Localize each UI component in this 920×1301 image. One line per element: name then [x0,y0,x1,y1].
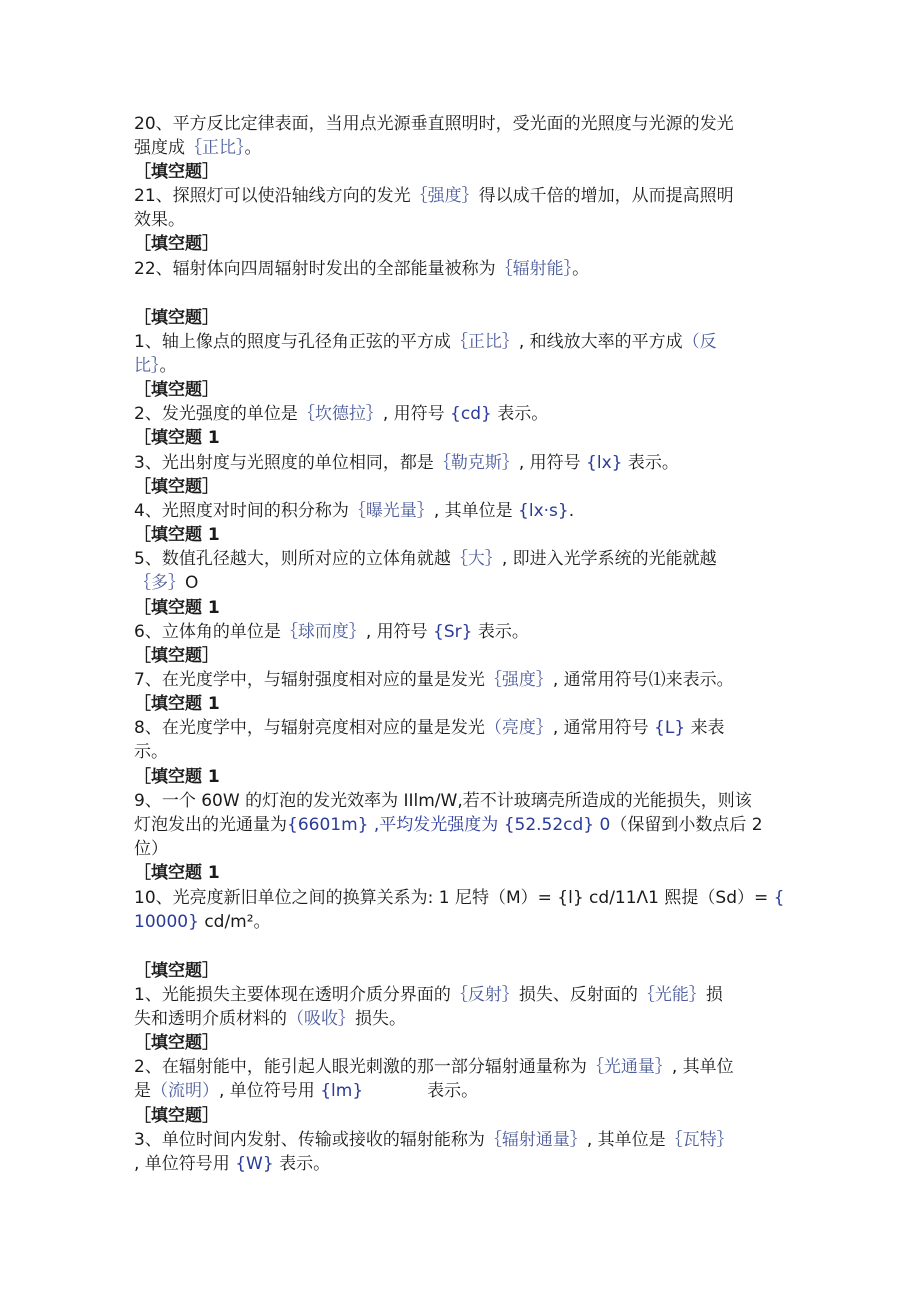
question-type-label: ［填空题］ [134,380,219,400]
question-1b-line-2: 失和透明介质材料的（吸收｝损失。 [134,1009,406,1029]
question-type-label: ［填空题 1 [134,525,220,545]
question-5-line-1: 5、数值孔径越大，则所对应的立体角就越｛大｝, 即进入光学系统的光能就越 [134,549,717,569]
question-type-label: ［填空题 1 [134,863,220,883]
question-type-label: ［填空题］ [134,234,219,254]
question-20-line-2: 强度成｛正比｝。 [134,138,262,158]
question-5-line-2: ｛多｝O [134,573,199,593]
symbol: {lx·s} [518,501,569,521]
question-type-label: ［填空题］ [134,162,219,182]
question-type-label: ［填空题 1 [134,428,220,448]
question-8-line-1: 8、在光度学中，与辐射亮度相对应的量是发光（亮度｝, 通常用符号 {L} 来表 [134,718,725,738]
question-6-line: 6、立体角的单位是｛球而度｝, 用符号 {Sr} 表示。 [134,622,529,642]
question-3b-line-2: , 单位符号用 {W} 表示。 [134,1154,331,1174]
question-7-line: 7、在光度学中，与辐射强度相对应的量是发光｛强度｝, 通常用符号⑴来表示。 [134,670,734,690]
answer: ｛球而度｝ [280,622,366,642]
answer: 10000} [134,912,199,932]
question-9-line-2: 灯泡发出的光通量为{6601m} ,平均发光强度为 {52.52cd} 0（保留到小数点后 2 [134,815,763,835]
question-type-label: ［填空题］ [134,308,219,328]
answer: （吸收｝ [287,1009,355,1029]
question-type-label: ［填空题］ [134,1106,219,1126]
symbol: {L} [654,718,686,738]
symbol: {lm} [320,1081,364,1101]
question-2b-line-1: 2、在辐射能中，能引起人眼光刺激的那一部分辐射通量称为｛光通量｝, 其单位 [134,1057,734,1077]
question-3b-line-1: 3、单位时间内发射、传输或接收的辐射能称为｛辐射通量｝, 其单位是｛瓦特｝ [134,1130,734,1150]
symbol: {Sr} [433,622,473,642]
symbol: {lx} [586,453,623,473]
question-9-line-3: 位） [134,839,168,859]
answer: ｛坎德拉｝ [297,404,383,424]
question-type-label: ［填空题 1 [134,767,220,787]
answer: ｛强度｝ [484,670,553,690]
answer: ｛瓦特｝ [665,1130,734,1150]
symbol: {cd} [450,404,492,424]
answer: ｛大｝ [450,549,502,569]
answer: { [773,888,785,908]
question-20-line-1: 20、平方反比定律表面，当用点光源垂直照明时，受光面的光照度与光源的发光 [134,114,734,134]
question-1-line-1: 1、轴上像点的照度与孔径角正弦的平方成｛正比｝, 和线放大率的平方成（反 [134,332,717,352]
answer: ｛多｝ [134,573,185,593]
answer: （反 [682,332,717,352]
question-type-label: ［填空题］ [134,477,219,497]
answer: ｛正比｝ [450,332,519,352]
answer: ｛辐射通量｝ [484,1130,587,1150]
question-21-line-1: 21、探照灯可以使沿轴线方向的发光｛强度｝得以成千倍的增加，从而提高照明 [134,186,734,206]
answer: {52.52cd} [503,815,595,835]
question-type-label: ［填空题 1 [134,694,220,714]
answer: （亮度｝ [484,718,553,738]
question-type-label: ［填空题］ [134,646,219,666]
answer: （流明） [151,1081,219,1101]
question-10-line-2: 10000} cd/m²。 [134,912,271,932]
answer: ｛辐射能｝ [495,259,573,279]
question-8-line-2: 示。 [134,742,168,762]
question-10-line-1: 10、光亮度新旧单位之间的换算关系为: 1 尼特（M）= {l} cd/11Λ1 熙提（Sd）= { [134,888,785,908]
question-type-label: ［填空题 1 [134,598,220,618]
answer: ｛曝光量｝ [348,501,434,521]
question-9-line-1: 9、一个 60W 的灯泡的发光效率为 IIlm/W,若不计玻璃壳所造成的光能损失，则该 [134,791,752,811]
answer: ｛勒克斯｝ [433,453,519,473]
question-22-line: 22、辐射体向四周辐射时发出的全部能量被称为｛辐射能｝。 [134,259,590,279]
answer: 比｝ [134,356,160,376]
answer: ｛正比｝ [185,138,245,158]
answer: {6601m} [287,815,369,835]
question-1-line-2: 比｝。 [134,356,177,376]
question-type-label: ［填空题］ [134,1033,219,1053]
symbol: {W} [235,1154,274,1174]
question-2b-line-2: 是（流明）, 单位符号用 {lm} 表示。 [134,1081,479,1101]
answer: ｛光能｝ [637,985,706,1005]
question-4-line: 4、光照度对时间的积分称为｛曝光量｝, 其单位是 {lx·s}. [134,501,575,521]
answer: ｛反射｝ [450,985,519,1005]
answer: ｛强度｝ [410,186,479,206]
question-3-line: 3、光出射度与光照度的单位相同，都是｛勒克斯｝, 用符号 {lx} 表示。 [134,453,679,473]
answer: ｛光通量｝ [586,1057,672,1077]
question-21-line-2: 效果。 [134,210,185,230]
question-2-line: 2、发光强度的单位是｛坎德拉｝, 用符号 {cd} 表示。 [134,404,549,424]
question-type-label: ［填空题］ [134,961,219,981]
question-1b-line-1: 1、光能损失主要体现在透明介质分界面的｛反射｝损失、反射面的｛光能｝损 [134,985,723,1005]
